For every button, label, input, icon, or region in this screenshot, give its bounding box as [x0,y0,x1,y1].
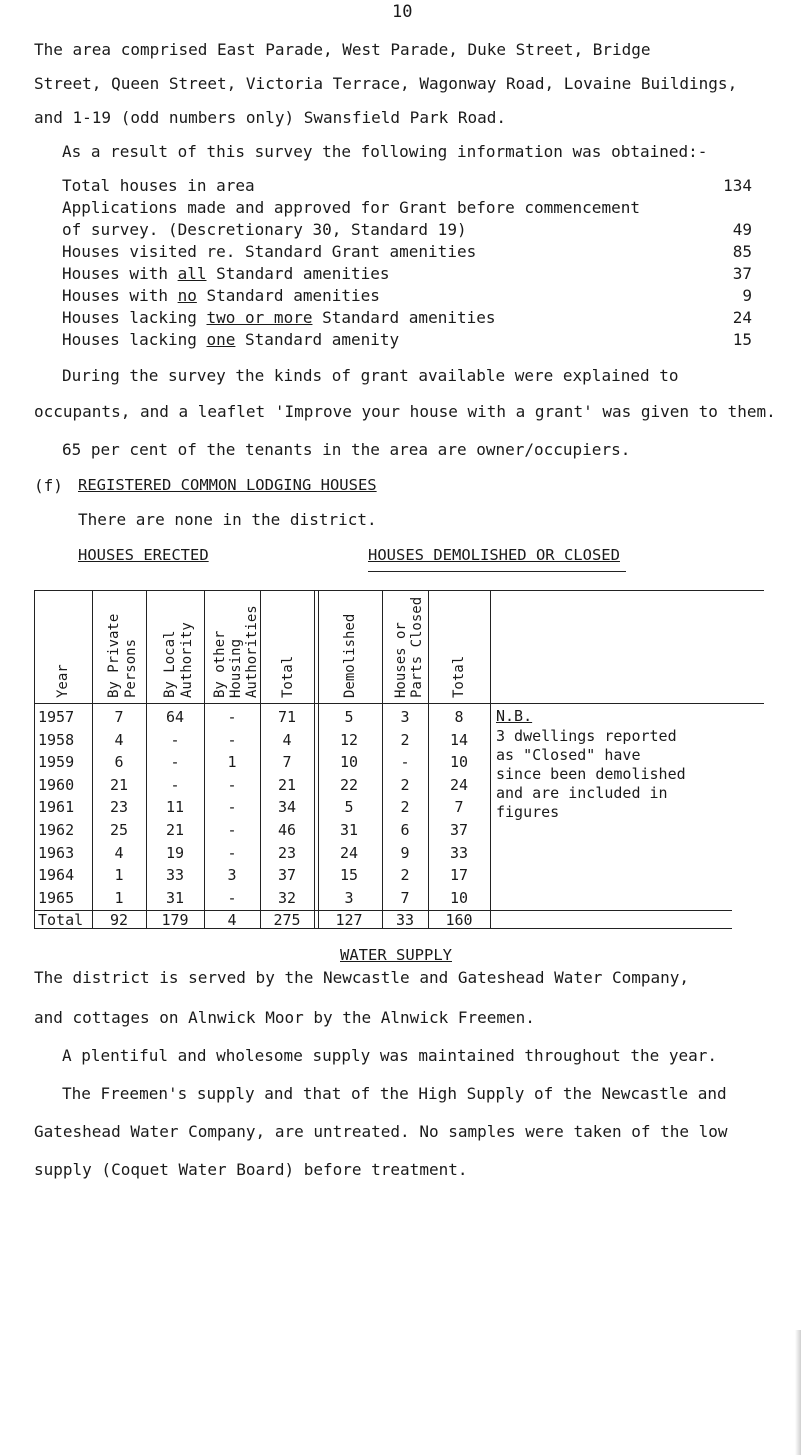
survey-paragraph-line-1: During the survey the kinds of grant available were explained to [62,366,679,385]
table-year-cell: 1958 [38,730,75,749]
table-cell: 10 [449,753,469,772]
water-line: The district is served by the Newcastle and Gateshead Water Company, [34,968,690,987]
table-cell: 7 [282,753,292,772]
note-line: as "Closed" have [496,746,641,764]
table-cell: 23 [277,843,297,862]
survey-intro: As a result of this survey the following information was obtained:- [62,142,708,161]
stat-row [62,264,752,286]
stat-row [62,286,752,308]
table-top-border [34,590,764,591]
header-closed-2: Parts Closed [409,596,425,698]
table-cell: 2 [400,866,410,885]
header-total-erected: Total [280,655,296,698]
table-cell: 25 [109,821,129,839]
table-cell: 21 [165,821,185,839]
table-cell: - [170,753,180,772]
table-cell: 17 [449,866,469,885]
table-year-cell: 1965 [38,888,75,907]
table-cell: - [400,753,410,772]
table-cell: - [170,730,180,749]
col-border [318,590,319,928]
water-line: and cottages on Alnwick Moor by the Alnwick Freemen. [34,1008,535,1027]
stat-value: 49 [732,220,752,239]
table-cell: 2 [400,775,410,794]
stat-row [62,308,752,330]
table-cell: 1 [114,888,124,907]
total-cell: 275 [273,911,301,929]
stat-label: of survey. (Descretionary 30, Standard 19) [62,220,467,239]
table-cell: 19 [165,843,185,862]
table-cell: 6 [114,753,124,772]
caption-double-underline [368,571,626,572]
table-cell: 5 [344,708,354,726]
table-cell: 22 [339,775,359,794]
water-line: supply (Coquet Water Board) before treatment. [34,1160,468,1179]
table-cell: 11 [165,798,185,817]
stat-value: 9 [742,286,752,305]
table-cell: - [227,888,237,907]
stat-row [62,176,752,198]
table-cell: 1 [114,866,124,885]
stat-label: Houses with no Standard amenities [62,286,380,305]
table-cell: - [170,775,180,794]
water-line: Gateshead Water Company, are untreated. No samples were taken of the low [34,1122,728,1141]
section-f-marker: (f) [34,476,63,495]
note-heading: N.B. [496,707,533,725]
col-border [490,590,491,928]
table-cell: 64 [165,708,185,726]
header-demolished: Demolished [342,613,358,698]
table-cell: 10 [449,888,469,907]
table-header-border [34,703,764,704]
table-cell: 8 [454,708,464,726]
stat-row [62,198,752,220]
caption-houses-demolished: HOUSES DEMOLISHED OR CLOSED [368,546,620,564]
stat-label: Houses lacking two or more Standard amenities [62,308,496,327]
table-cell: 33 [449,843,469,862]
intro-line-1: The area comprised East Parade, West Parade, Duke Street, Bridge [34,40,651,59]
stat-label: Applications made and approved for Grant before commencement [62,198,640,217]
table-year-cell: 1957 [38,708,75,726]
total-cell: 92 [109,911,129,929]
header-private-2: Persons [123,638,139,698]
table-cell: - [227,843,237,862]
total-cell: 127 [335,911,363,929]
header-total-demolished: Total [451,655,467,698]
table-cell: 7 [114,708,124,726]
table-cell: - [227,798,237,817]
table-cell: - [227,730,237,749]
col-border [146,590,147,928]
stat-row [62,242,752,264]
water-line: A plentiful and wholesome supply was maintained throughout the year. [62,1046,718,1065]
stat-row [62,330,752,352]
stat-value: 15 [732,330,752,349]
stat-label: Houses visited re. Standard Grant amenities [62,242,477,261]
stat-value: 24 [732,308,752,327]
table-year-cell: 1961 [38,798,75,817]
stat-label: Houses lacking one Standard amenity [62,330,400,349]
table-year-cell: 1963 [38,843,75,862]
stat-value: 134 [723,176,752,195]
owner-occupier-line: 65 per cent of the tenants in the area are owner/occupiers. [62,440,631,459]
table-cell: 1 [227,753,237,772]
section-f-text: There are none in the district. [78,510,377,529]
note-line: figures [496,803,560,821]
table-cell: 12 [339,730,359,749]
table-cell: 4 [114,843,124,862]
survey-paragraph-line-2: occupants, and a leaflet 'Improve your house with a grant' was given to them. [34,402,776,421]
stat-label: Total houses in area [62,176,255,195]
header-private-1: By Private [106,613,122,698]
scan-edge-shadow [795,1330,801,1455]
table-cell: 10 [339,753,359,772]
col-border [204,590,205,928]
table-cell: 14 [449,730,469,749]
table-year-cell: 1962 [38,821,75,839]
intro-line-3: and 1-19 (odd numbers only) Swansfield Park Road. [34,108,507,127]
total-cell: 4 [227,911,237,929]
note-line: and are included in [496,784,668,802]
table-cell: 32 [277,888,297,907]
table-cell: 7 [400,888,410,907]
table-year-cell: 1959 [38,753,75,772]
table-cell: - [227,775,237,794]
table-cell: 5 [344,798,354,817]
table-cell: - [227,821,237,839]
stat-label: Houses with all Standard amenities [62,264,390,283]
section-f-heading: REGISTERED COMMON LODGING HOUSES [78,476,377,494]
table-cell: 31 [339,821,359,839]
page-number: 10 [392,2,413,22]
header-local-2: Authority [179,622,195,698]
table-cell: 31 [165,888,185,907]
table-cell: 7 [454,798,464,817]
table-cell: 23 [109,798,129,817]
header-other-3: Authorities [244,605,260,698]
header-other-1: By other [212,630,228,698]
note-line: since been demolished [496,765,686,783]
table-cell: 21 [277,775,297,794]
table-cell: 9 [400,843,410,862]
header-other-2: Housing [228,638,244,698]
table-cell: - [227,708,237,726]
table-cell: 3 [344,888,354,907]
table-cell: 4 [282,730,292,749]
table-cell: 15 [339,866,359,885]
table-cell: 3 [227,866,237,885]
table-cell: 34 [277,798,297,817]
intro-line-2: Street, Queen Street, Victoria Terrace, Wagonway Road, Lovaine Buildings, [34,74,738,93]
total-cell: 160 [445,911,473,929]
total-label: Total [38,911,84,929]
table-cell: 33 [165,866,185,885]
table-cell: 71 [277,708,297,726]
table-cell: 24 [339,843,359,862]
header-year: Year [55,664,71,698]
col-border [314,590,315,928]
header-local-1: By Local [162,630,178,698]
stat-value: 37 [732,264,752,283]
table-cell: 6 [400,821,410,839]
table-cell: 2 [400,798,410,817]
table-year-cell: 1960 [38,775,75,794]
total-cell: 33 [395,911,415,929]
stat-row [62,220,752,242]
water-supply-title: WATER SUPPLY [340,946,452,964]
table-cell: 4 [114,730,124,749]
table-cell: 37 [277,866,297,885]
table-cell: 46 [277,821,297,839]
header-closed-1: Houses or [393,622,409,698]
table-cell: 24 [449,775,469,794]
table-year-cell: 1964 [38,866,75,885]
caption-houses-erected: HOUSES ERECTED [78,546,209,564]
note-line: 3 dwellings reported [496,727,677,745]
stat-value: 85 [732,242,752,261]
col-border [34,590,35,928]
total-cell: 179 [161,911,189,929]
table-cell: 21 [109,775,129,794]
table-cell: 37 [449,821,469,839]
water-line: The Freemen's supply and that of the High Supply of the Newcastle and [62,1084,727,1103]
table-cell: 3 [400,708,410,726]
table-cell: 2 [400,730,410,749]
